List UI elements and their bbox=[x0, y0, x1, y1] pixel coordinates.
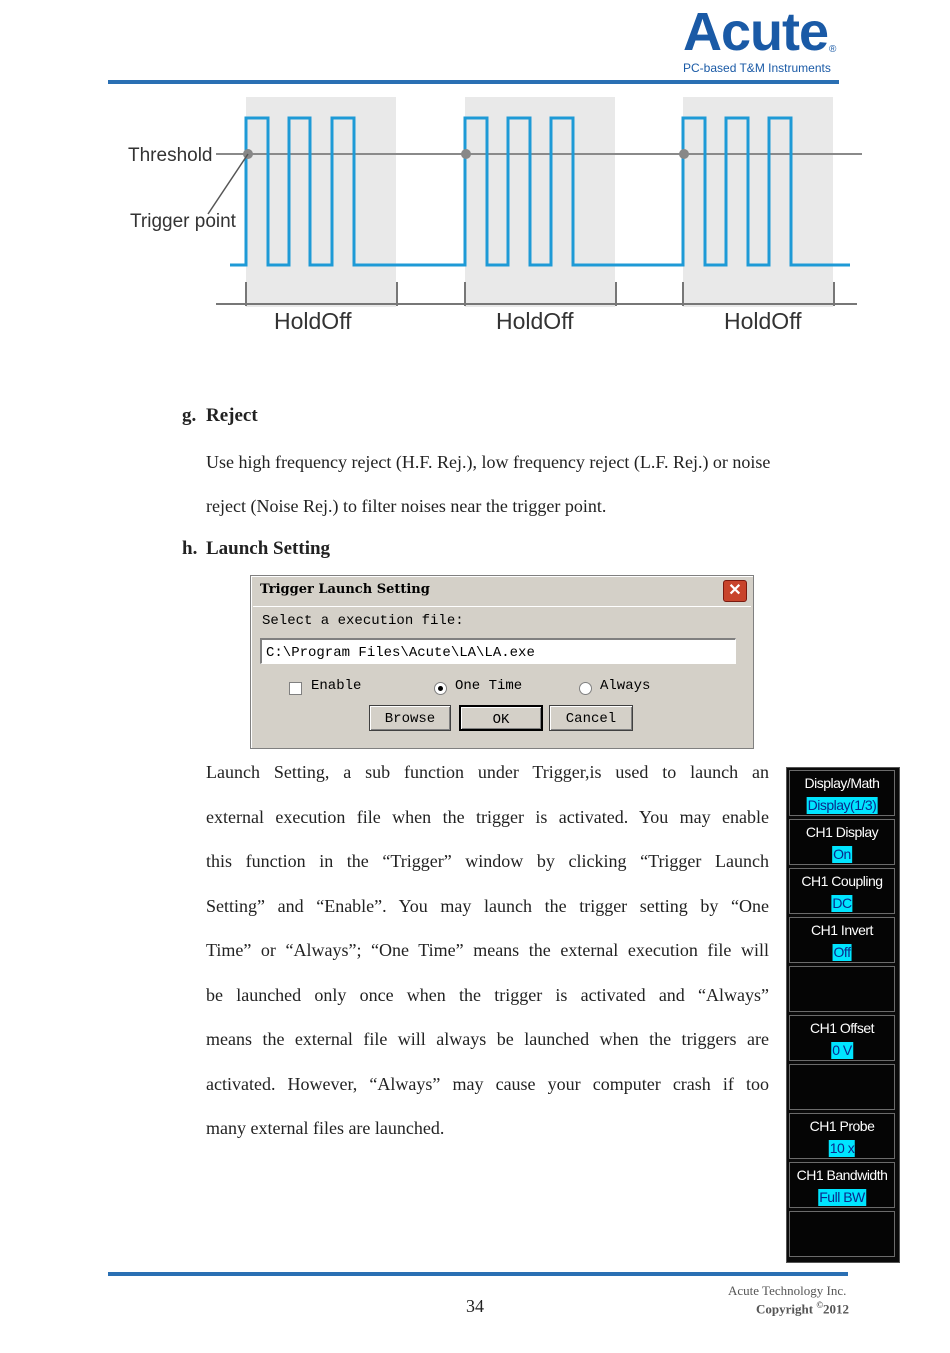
holdoff-label: HoldOff bbox=[724, 308, 802, 334]
menu-item-value: 10 x bbox=[829, 1140, 855, 1156]
execution-file-input[interactable]: C:\Program Files\Acute\LA\LA.exe bbox=[260, 638, 736, 664]
menu-item-value: DC bbox=[832, 895, 852, 911]
logo-tagline: PC-based T&M Instruments bbox=[683, 61, 831, 75]
trigger-launch-dialog bbox=[250, 575, 754, 749]
page-number: 34 bbox=[466, 1296, 484, 1316]
menu-item-ch1-offset[interactable] bbox=[789, 1015, 895, 1061]
section-h-line: means the external file will always be launched when the triggers are bbox=[206, 1029, 769, 1049]
menu-item-title: CH1 Bandwidth bbox=[796, 1167, 888, 1183]
section-g-line: Use high frequency reject (H.F. Rej.), low frequency reject (L.F. Rej.) or noise bbox=[206, 452, 771, 472]
footer-company: Acute Technology Inc. bbox=[728, 1283, 847, 1298]
section-h-line: this function in the “Trigger” window by clicking “Trigger Launch bbox=[206, 851, 769, 871]
menu-item-value: On bbox=[833, 846, 851, 862]
browse-button[interactable]: Browse bbox=[369, 705, 451, 731]
holdoff-label: HoldOff bbox=[496, 308, 574, 334]
menu-item-value: Off bbox=[833, 944, 851, 960]
section-g-title: Reject bbox=[206, 405, 258, 426]
menu-item-title: CH1 Coupling bbox=[801, 873, 883, 889]
menu-item-title: CH1 Probe bbox=[809, 1118, 875, 1134]
menu-item-title: CH1 Offset bbox=[810, 1020, 874, 1036]
enable-label: Enable bbox=[311, 678, 362, 694]
ok-button[interactable]: OK bbox=[459, 705, 543, 731]
footer-rule bbox=[108, 1272, 848, 1276]
threshold-label: Threshold bbox=[128, 145, 213, 166]
trigger-point-marker bbox=[461, 149, 471, 159]
trigger-point-pointer bbox=[208, 154, 248, 214]
menu-item-title: CH1 Display bbox=[805, 824, 879, 840]
footer-copyright bbox=[756, 1300, 849, 1317]
trigger-point-marker bbox=[679, 149, 689, 159]
section-g-line: reject (Noise Rej.) to filter noises near the trigger point. bbox=[206, 496, 607, 516]
menu-item-title: CH1 Invert bbox=[811, 922, 873, 938]
section-h-letter: h. bbox=[182, 538, 198, 559]
copyright-year: 2012 bbox=[823, 1301, 850, 1317]
menu-item-ch1-display[interactable] bbox=[789, 819, 895, 865]
holdoff-label: HoldOff bbox=[274, 308, 352, 334]
section-g-letter: g. bbox=[182, 405, 197, 426]
acute-logo: Acute bbox=[683, 2, 829, 62]
trigger-point-label: Trigger point bbox=[130, 211, 236, 232]
one-time-label: One Time bbox=[455, 678, 523, 694]
dialog-title: Trigger Launch Setting bbox=[260, 582, 430, 597]
menu-item-ch1-coupling[interactable] bbox=[789, 868, 895, 914]
radio-selected-dot bbox=[438, 686, 443, 691]
always-label: Always bbox=[600, 678, 651, 694]
oscilloscope-side-menu bbox=[786, 767, 900, 1263]
menu-item-ch1-invert[interactable] bbox=[789, 917, 895, 963]
logo-registered-mark: ® bbox=[829, 44, 837, 55]
menu-item-ch1-bandwidth[interactable] bbox=[789, 1162, 895, 1208]
holdoff-diagram bbox=[120, 92, 870, 342]
section-h-line: Time” or “Always”; “One Time” means the external execution file will bbox=[206, 940, 769, 960]
section-h-line: activated. However, “Always” may cause your computer crash if too bbox=[206, 1074, 769, 1094]
execution-file-label: Select a execution file: bbox=[262, 613, 464, 629]
menu-item-display-math[interactable] bbox=[789, 770, 895, 816]
cancel-button[interactable]: Cancel bbox=[549, 705, 633, 731]
section-h-line: external execution file when the trigger is activated. You may enable bbox=[206, 807, 769, 827]
section-h-line: be launched only once when the trigger is activated and “Always” bbox=[206, 985, 769, 1005]
always-radio[interactable] bbox=[579, 682, 592, 695]
close-icon[interactable]: ✕ bbox=[723, 580, 747, 602]
menu-item-value: Full BW bbox=[819, 1189, 865, 1205]
menu-item-empty bbox=[789, 1211, 895, 1257]
section-h-line: many external files are launched. bbox=[206, 1118, 445, 1138]
copyright-word: Copyright bbox=[756, 1301, 814, 1317]
menu-item-value: Display(1/3) bbox=[807, 797, 877, 813]
header-rule bbox=[108, 80, 839, 84]
section-h-line: Setting” and “Enable”. You may launch the trigger setting by “One bbox=[206, 896, 769, 916]
menu-item-value: 0 V bbox=[832, 1042, 852, 1058]
section-h-title: Launch Setting bbox=[206, 538, 331, 559]
menu-item-ch1-probe[interactable] bbox=[789, 1113, 895, 1159]
section-h-line: Launch Setting, a sub function under Trigger,is used to launch an bbox=[206, 762, 769, 782]
menu-item-empty bbox=[789, 966, 895, 1012]
menu-item-title: Display/Math bbox=[804, 775, 880, 791]
dialog-title-separator bbox=[253, 606, 751, 607]
one-time-radio[interactable] bbox=[434, 682, 447, 695]
copyright-symbol: © bbox=[816, 1300, 824, 1310]
enable-checkbox[interactable] bbox=[289, 682, 302, 695]
menu-item-empty bbox=[789, 1064, 895, 1110]
